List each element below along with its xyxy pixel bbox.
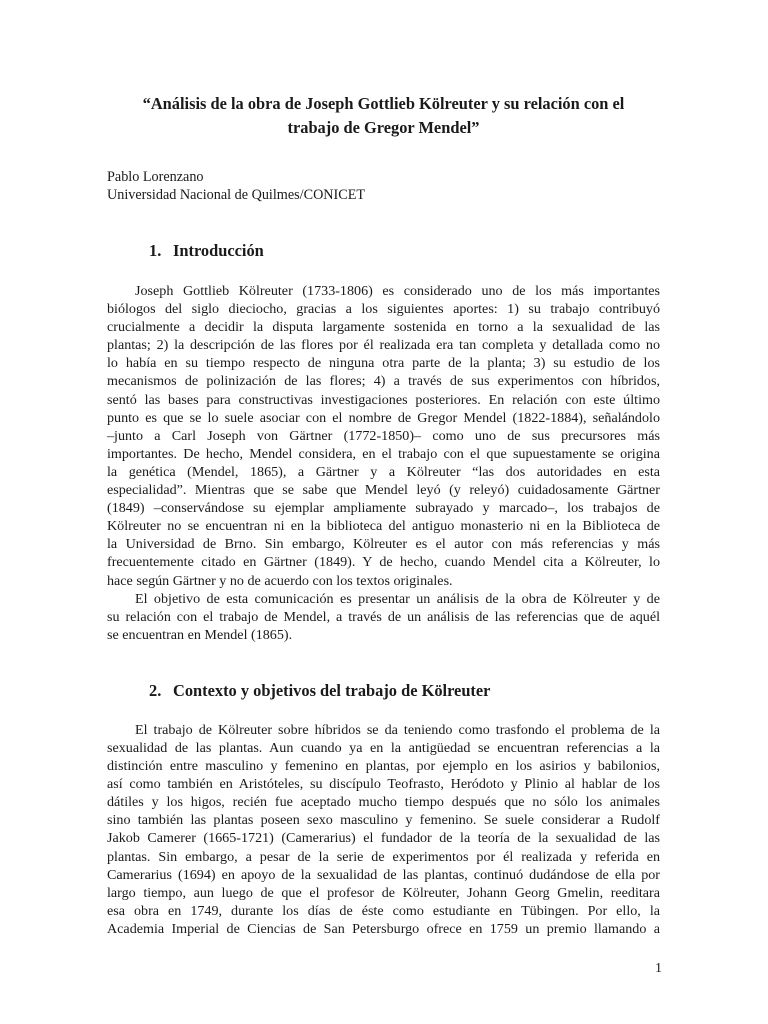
title-line: “Análisis de la obra de Joseph Gottlieb Kölreuter y su relación con el <box>142 94 625 113</box>
author-affiliation: Universidad Nacional de Quilmes/CONICET <box>107 187 366 203</box>
text-line: se encuentran en Mendel (1865). <box>107 626 293 643</box>
text-line: crucialmente a decidir la disputa largamente sostenida en torno a la sexualidad de las <box>107 319 660 336</box>
text-line: mecanismos de polinización de las flores; 4) a través de sus experimentos con híbridos, <box>107 373 660 390</box>
text-line: Academia Imperial de Ciencias de San Petersburgo ofrece en 1759 un premio llamando a <box>107 920 660 937</box>
text-line: plantas. Sin embargo, a pesar de la serie de experimentos por él realizada y referida en <box>107 848 660 865</box>
text-line: sexualidad de las plantas. Aun cuando ya en la antigüedad se encuentran referencias a la <box>107 739 660 756</box>
section-heading-introduccion <box>149 240 660 262</box>
text-line: especialidad”. Mientras que se sabe que Mendel leyó (y releyó) cuidadosamente Gärtner <box>107 482 660 499</box>
text-line: lo había en su tiempo respecto de ninguna otra parte de la planta; 3) su estudio de los <box>107 355 660 372</box>
text-line: Kölreuter no se encuentran ni en la biblioteca del antiguo monasterio ni en la Biblioteca de <box>107 518 660 535</box>
text-line: biólogos del siglo dieciocho, gracias a los siguientes aportes: 1) su trabajo contribuyó <box>107 301 660 318</box>
section-heading-contexto <box>149 680 660 702</box>
page-number: 1 <box>655 961 662 976</box>
text-line: la genética (Mendel, 1865), a Gärtner y a Kölreuter “las dos autoridades en esta <box>107 463 660 480</box>
text-line: la Universidad de Brno. Sin embargo, Kölreuter es el autor con más referencias y más <box>107 536 660 553</box>
text-line: hace según Gärtner y no de acuerdo con los textos originales. <box>107 572 453 589</box>
section-title: Introducción <box>173 241 264 260</box>
text-line: Jakob Camerer (1665-1721) (Camerarius) el fundador de la teoría de la sexualidad de las <box>107 830 660 847</box>
document-title <box>107 92 660 140</box>
section-1-body <box>107 282 660 644</box>
text-line: distinción entre masculino y femenino en plantas, por ejemplo en los asirios y babilonios, <box>107 758 660 775</box>
section-title: Contexto y objetivos del trabajo de Kölreuter <box>173 680 491 700</box>
text-line: El trabajo de Kölreuter sobre híbridos se da teniendo como trasfondo el problema de la <box>135 721 660 738</box>
text-line: Camerarius (1694) en apoyo de la sexualidad de las plantas, continuó dudándose de ella por <box>107 866 660 883</box>
text-line: frecuentemente citado en Gärtner (1849). Y de hecho, cuando Mendel cita a Kölreuter, lo <box>107 554 660 571</box>
section-number: 1. <box>149 241 162 260</box>
document-page <box>107 92 660 938</box>
text-line: su relación con el trabajo de Mendel, a través de un análisis de las referencias que de aquél <box>107 608 660 625</box>
text-line: –junto a Carl Joseph von Gärtner (1772-1850)– como uno de sus precursores más <box>107 427 660 444</box>
text-line: sentó las bases para constructivas investigaciones posteriores. En relación con este último <box>107 391 660 408</box>
title-line: trabajo de Gregor Mendel” <box>287 118 480 137</box>
text-line: Joseph Gottlieb Kölreuter (1733-1806) es considerado uno de los más importantes <box>135 283 660 299</box>
text-line: largo tiempo, aun luego de que el profesor de Kölreuter, Johann Georg Gmelin, reeditara <box>107 884 660 901</box>
section-number: 2. <box>149 680 162 700</box>
text-line: sino también las plantas poseen sexo masculino y femenino. Se suele considerar a Rudolf <box>107 812 660 829</box>
text-line: esa obra en 1749, durante los días de éste como estudiante en Tübingen. Por ello, la <box>107 902 660 919</box>
section-2-body <box>107 721 660 938</box>
text-line: El objetivo de esta comunicación es presentar un análisis de la obra de Kölreuter y de <box>135 590 660 607</box>
text-line: importantes. De hecho, Mendel considera, en el trabajo con el que supuestamente se origina <box>107 445 660 462</box>
text-line: así como también en Aristóteles, su discípulo Teofrasto, Heródoto y Plinio al hablar de los <box>107 776 660 793</box>
text-line: (1849) –conservándose su ejemplar ampliamente subrayado y marcado–, los trabajos de <box>107 500 660 517</box>
text-line: plantas; 2) la descripción de las flores por él realizada era tan completa y detallada como no <box>107 337 660 354</box>
author-name: Pablo Lorenzano <box>107 169 204 185</box>
text-line: dátiles y los higos, recién fue aceptado mucho tiempo después que no sólo los animales <box>107 794 660 811</box>
text-line: punto es que se lo suele asociar con el nombre de Gregor Mendel (1822-1884), señalándolo <box>107 409 660 426</box>
